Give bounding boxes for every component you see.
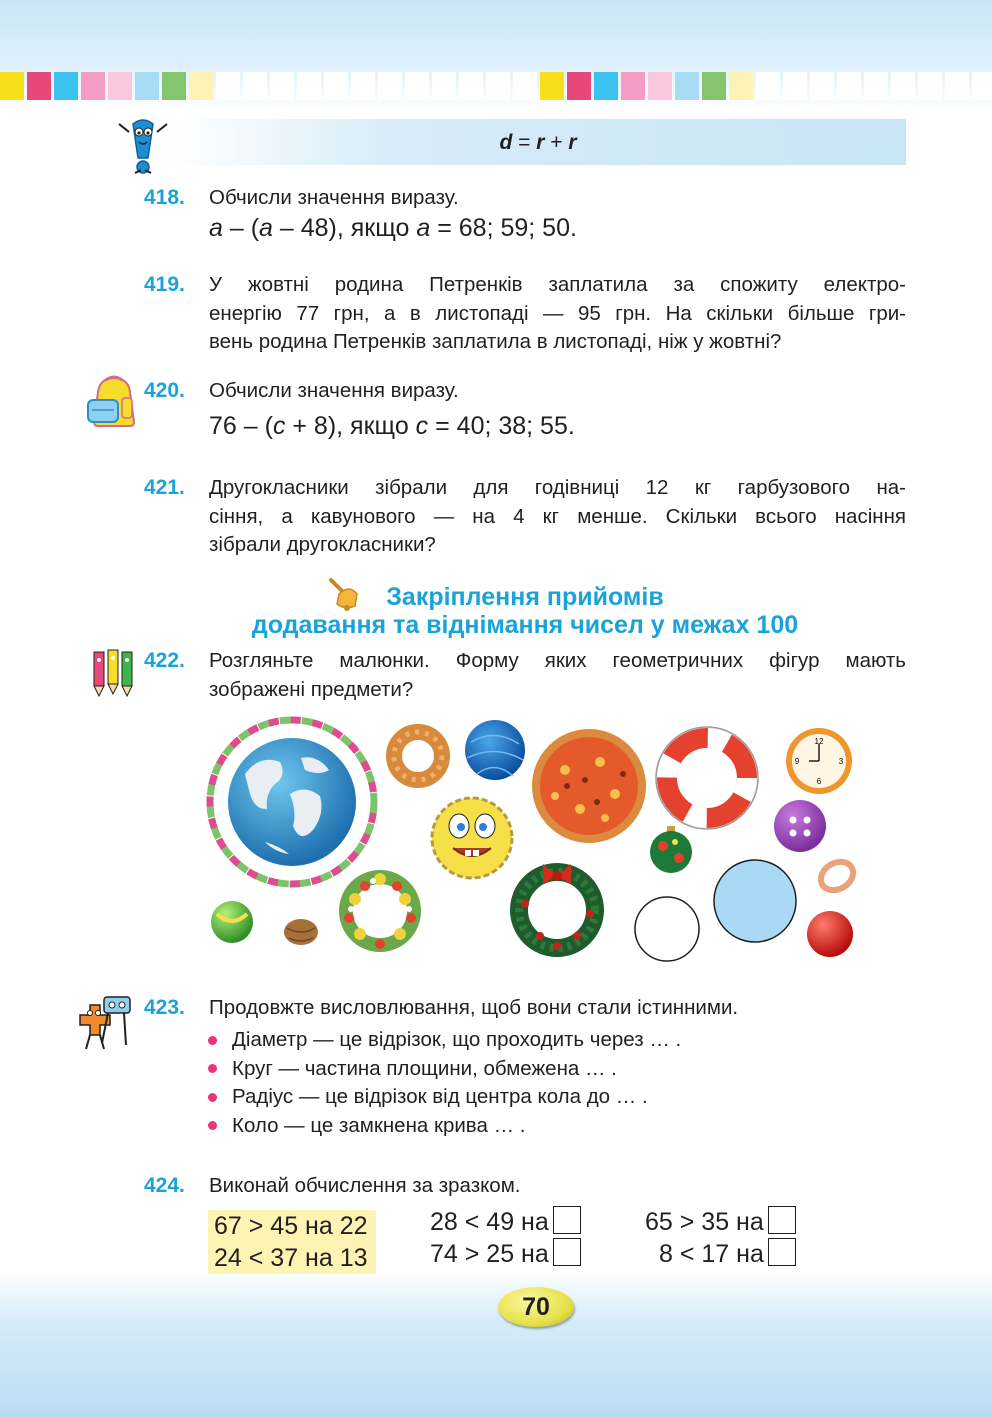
task-419-number: 419.: [144, 273, 185, 296]
formula-text: d = r + r: [499, 131, 577, 154]
task-420-text: Обчисли значення виразу.: [209, 379, 459, 402]
task-424-text: Виконай обчислення за зразком.: [209, 1174, 521, 1197]
answer-box[interactable]: [768, 1238, 796, 1266]
task-419-text: У жовтні родина Петренків заплатила за спожиту електро- енергію 77 грн, а в листопаді — 95 грн. На скільки більше гри- вень родина Петренків заплатила в листопаді, ніж у жовтні?: [209, 273, 906, 353]
clock-icon: [786, 728, 852, 794]
bullet-item: Радіус — це відрізок від центра кола до … .: [208, 1083, 681, 1112]
walnut-icon: [284, 919, 318, 945]
ring-icon: [816, 856, 858, 896]
bullet-item: Діаметр — це відрізок, що проходить через … .: [208, 1026, 681, 1055]
lifebuoy-icon: [656, 727, 758, 829]
donut-icon: [394, 732, 442, 780]
pizza-icon: [532, 729, 646, 843]
task-421-number: 421.: [144, 476, 185, 499]
page-number: 70: [498, 1287, 574, 1327]
calc-sample: 67 > 45 на 22 24 < 37 на 13: [208, 1210, 376, 1274]
exclamation-mascot-icon: [115, 118, 171, 176]
task-421-text: Другокласники зібрали для годівниці 12 кг гарбузового на- сіння, а кавунового — на 4 кг менше. Скільки всього насіння зібрали другокласники?: [209, 476, 906, 556]
formula-bar: [170, 119, 906, 165]
task-423-number: 423.: [144, 996, 185, 1019]
task-422-text: Розгляньте малюнки. Форму яких геометричних фігур мають зображені предмети?: [209, 649, 906, 701]
plus-mascot-icon: [68, 993, 136, 1053]
section-title-line-2: додавання та віднімання чисел у межах 100: [251, 611, 799, 639]
bullet-dot: [208, 1093, 217, 1102]
ornament-icon: [650, 826, 692, 873]
answer-box[interactable]: [553, 1238, 581, 1266]
marble-icon: [211, 901, 253, 943]
button-icon: [774, 800, 826, 852]
pencils-icon: [88, 646, 142, 698]
calc-column-2: 28 < 49 на 74 > 25 на: [430, 1206, 581, 1270]
color-stripe: [0, 72, 992, 100]
answer-box[interactable]: [768, 1206, 796, 1234]
circle-filled: [714, 860, 796, 942]
answer-box[interactable]: [553, 1206, 581, 1234]
bullet-dot: [208, 1064, 217, 1073]
bullet-dot: [208, 1036, 217, 1045]
clock-number-12: 12: [814, 737, 824, 746]
globe-icon: [210, 720, 374, 884]
red-ball-icon: [807, 911, 853, 957]
task-423-bullets: [208, 1026, 681, 1140]
bullet-item: Круг — частина площини, обмежена … .: [208, 1055, 681, 1084]
objects-illustration: [205, 714, 865, 964]
clock-number-9: 9: [794, 757, 800, 766]
task-422-number: 422.: [144, 649, 185, 672]
clock-number-6: 6: [816, 777, 822, 786]
bullet-dot: [208, 1121, 217, 1130]
task-418-text: Обчисли значення виразу.: [209, 186, 459, 209]
flower-wreath-icon: [344, 873, 416, 949]
task-420-number: 420.: [144, 379, 185, 402]
task-423-text: Продовжте висловлювання, щоб вони стали істинними.: [209, 996, 739, 1019]
task-418-expression: a – (a – 48), якщо a = 68; 59; 50.: [209, 214, 577, 242]
task-418-number: 418.: [144, 186, 185, 209]
circle-outline: [635, 897, 699, 961]
backpack-icon: [84, 374, 142, 430]
task-424-number: 424.: [144, 1174, 185, 1197]
clock-number-3: 3: [838, 757, 844, 766]
bullet-item: Коло — це замкнена крива … .: [208, 1112, 681, 1141]
christmas-wreath-icon: [519, 864, 595, 950]
sponge-toy-icon: [432, 798, 512, 878]
task-420-expression: 76 – (с + 8), якщо с = 40; 38; 55.: [209, 412, 575, 440]
yarn-ball-icon: [465, 720, 525, 780]
calc-column-3: 65 > 35 на 8 < 17 на: [645, 1206, 796, 1270]
section-title-line-1: Закріплення прийомів: [386, 583, 664, 611]
bottom-background: [0, 1270, 992, 1417]
